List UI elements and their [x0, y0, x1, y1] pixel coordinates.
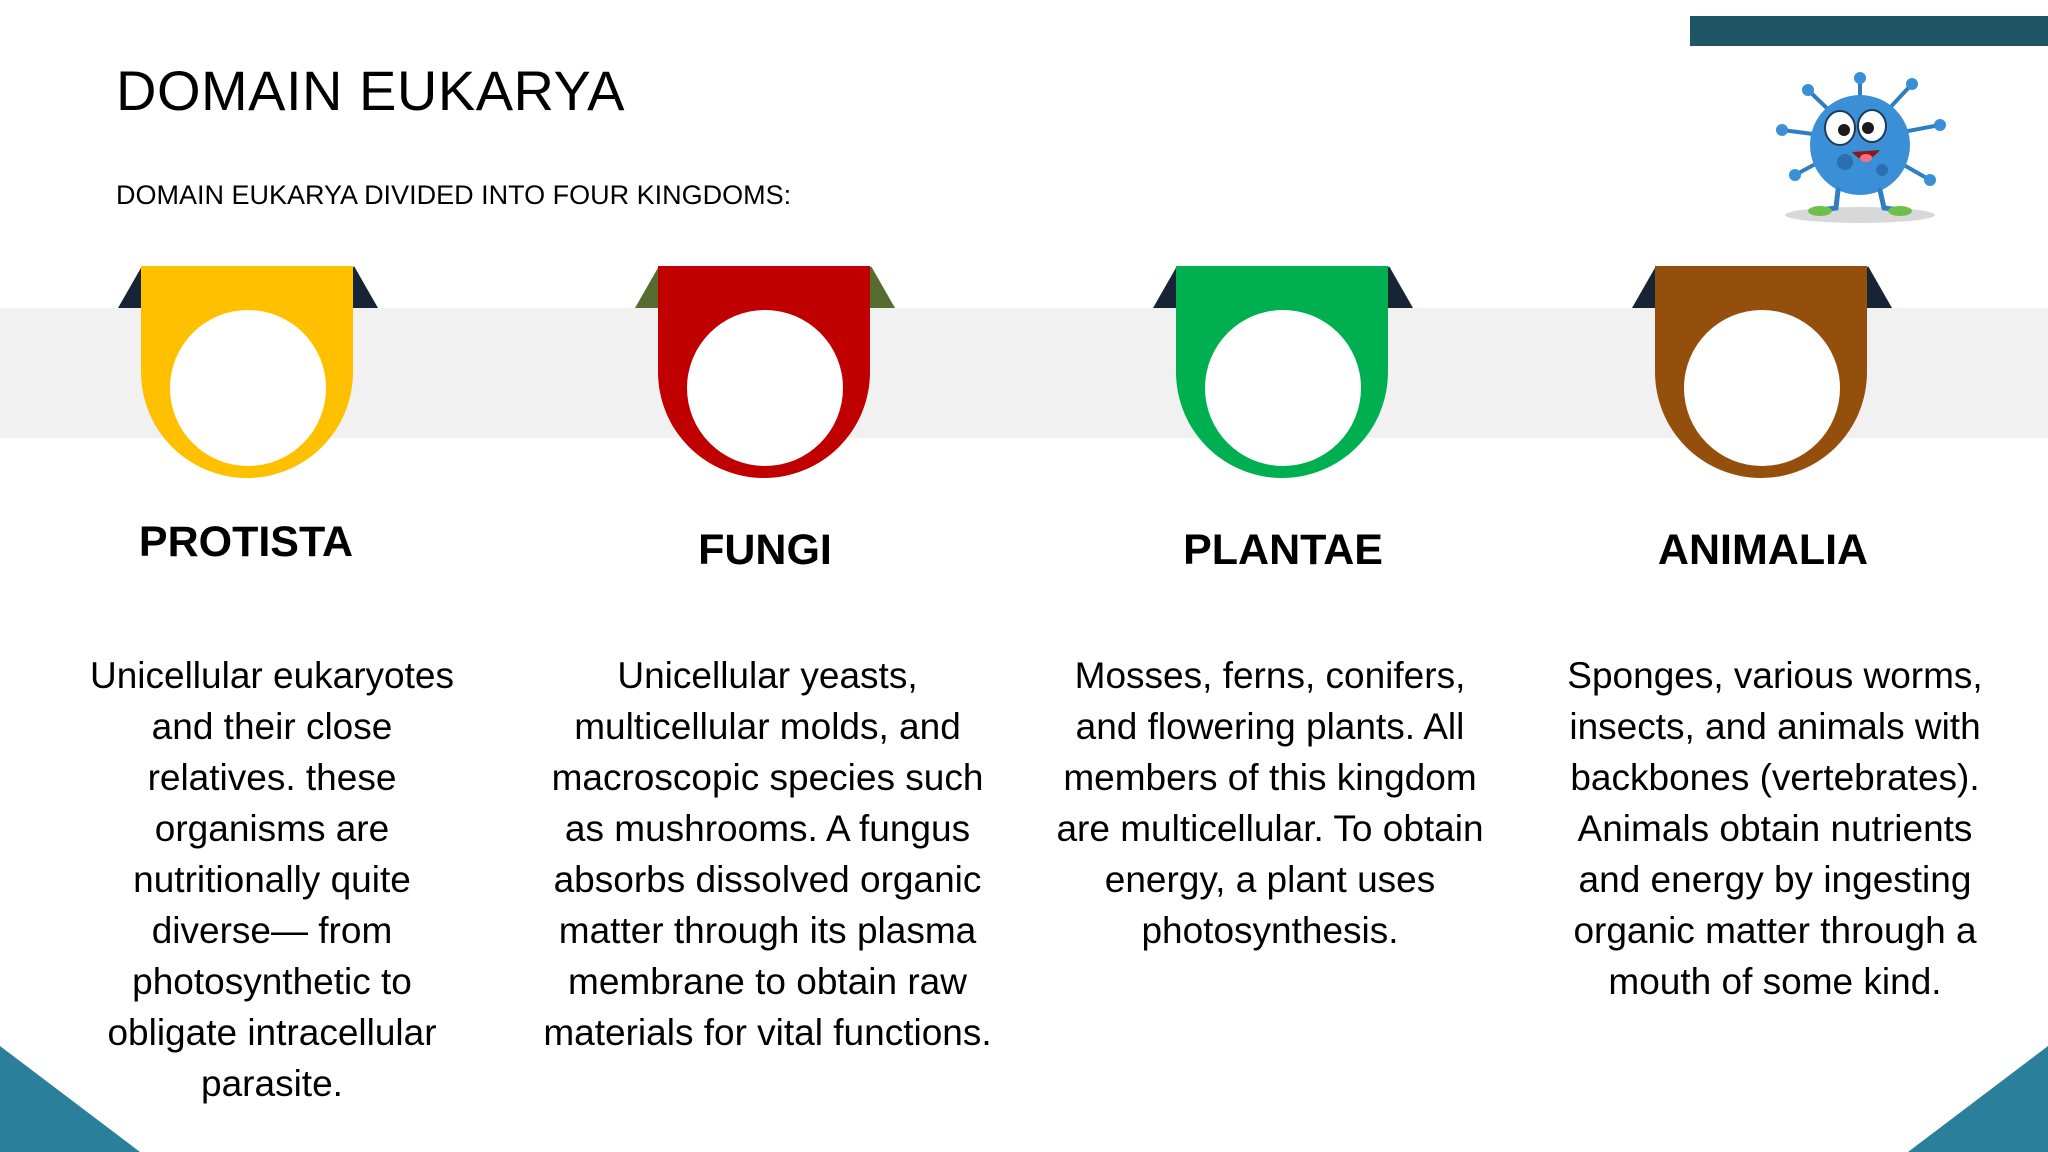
- kingdom-description-animalia: Sponges, various worms, insects, and animals with backbones (vertebrates). Animals obtain nutrients and energy by ingesting organic matter through a mouth of some kind.: [1567, 655, 1983, 1002]
- kingdom-description-protista: Unicellular eukaryotes and their close relatives. these organisms are nutritionally quite diverse— from photosynthetic to obligate intracellular parasite.: [89, 655, 454, 1104]
- accent-bar: [1690, 16, 2048, 46]
- slide-title: DOMAIN EUKARYA: [116, 59, 626, 122]
- corner-decoration-right: [1908, 1046, 2048, 1152]
- ribbon-circle: [687, 310, 843, 466]
- virus-mascot-icon: [1740, 70, 1980, 230]
- kingdom-badge-plantae: [1153, 266, 1413, 480]
- kingdom-badge-fungi: [635, 266, 895, 480]
- kingdom-badge-protista: [118, 266, 378, 480]
- kingdom-name-animalia: ANIMALIA: [1657, 526, 1869, 574]
- kingdom-name-fungi: FUNGI: [698, 526, 832, 574]
- kingdom-name-protista: PROTISTA: [138, 518, 354, 566]
- kingdom-name-plantae: PLANTAE: [1183, 526, 1383, 574]
- slide-subtitle: DOMAIN EUKARYA DIVIDED INTO FOUR KINGDOMS:: [116, 180, 792, 210]
- ribbon-circle: [1684, 310, 1840, 466]
- ribbon-circle: [170, 310, 326, 466]
- kingdom-description-plantae: Mosses, ferns, conifers, and flowering plants. All members of this kingdom are multicellular. To obtain energy, a plant uses photosynthesis.: [1056, 655, 1484, 951]
- ribbon-circle: [1205, 310, 1361, 466]
- kingdom-description-fungi: Unicellular yeasts, multicellular molds, and macroscopic species such as mushrooms. A fungus absorbs dissolved organic matter through its plasma membrane to obtain raw materials for vital functions.: [543, 655, 992, 1053]
- kingdom-badge-animalia: [1632, 266, 1892, 480]
